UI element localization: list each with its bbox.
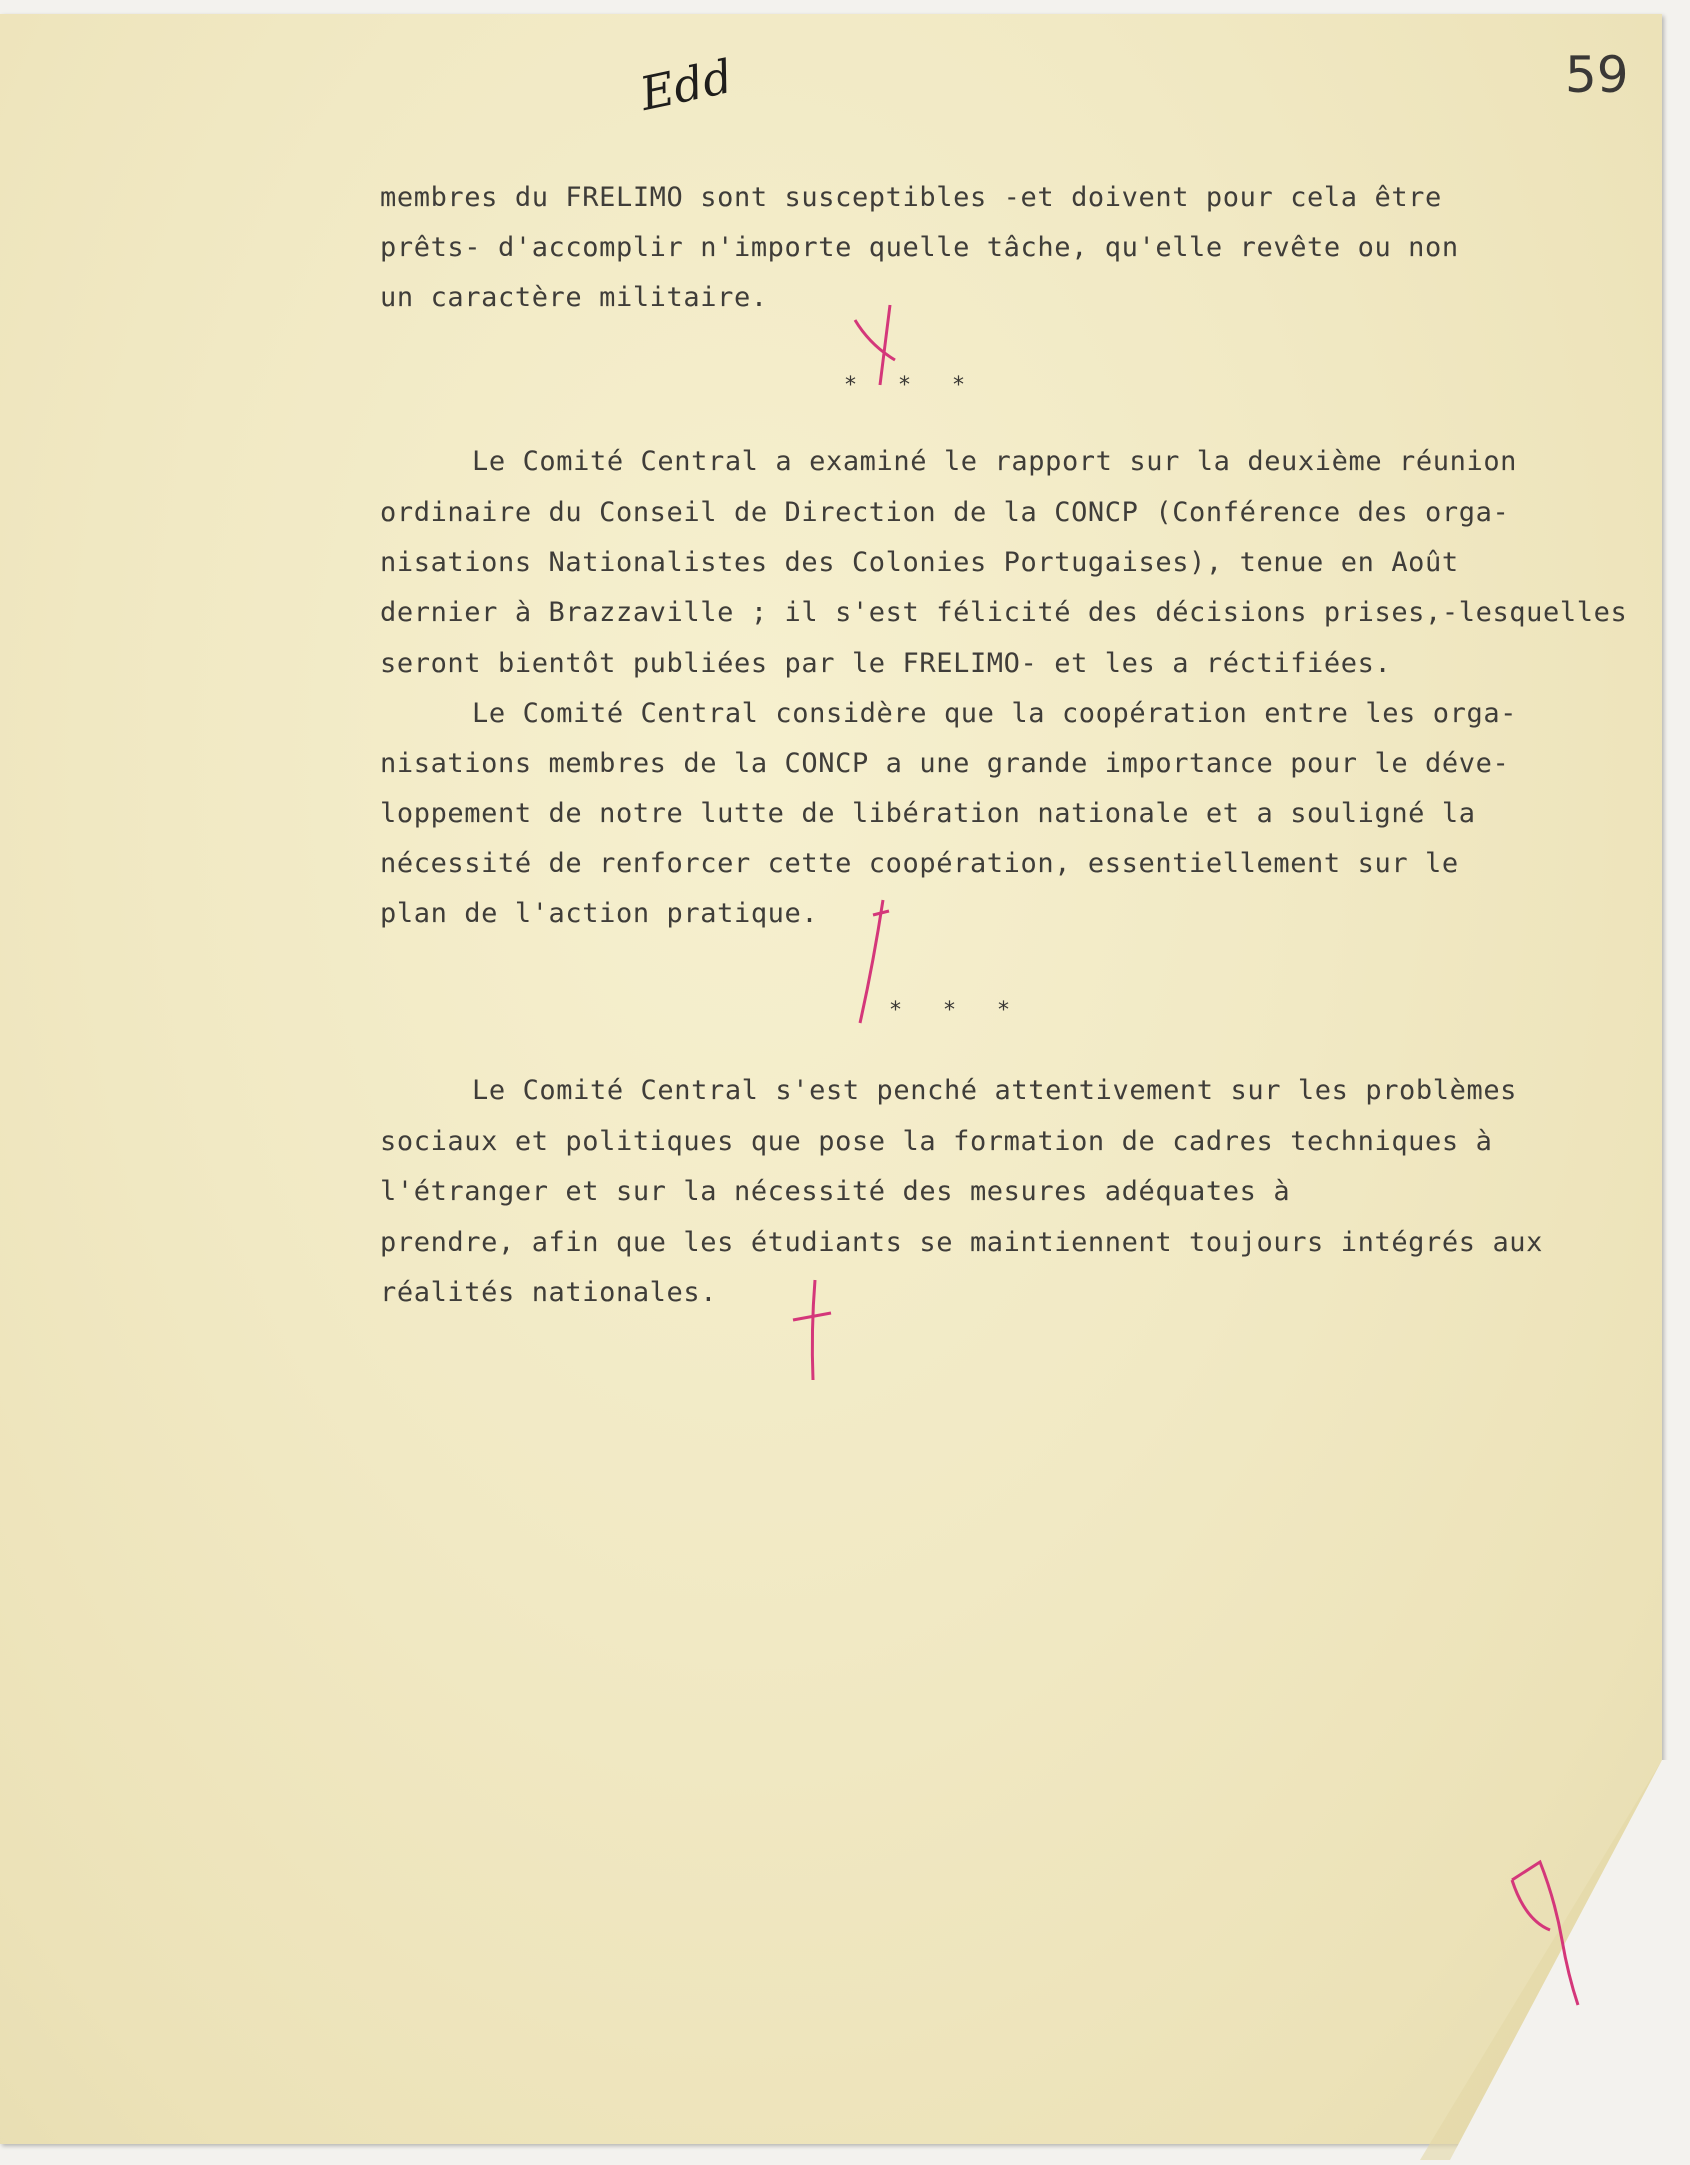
paragraph-3-line-1: Le Comité Central considère que la coopération entre les orga- (472, 698, 1518, 729)
separator-stars-1: * * * (845, 373, 982, 398)
paragraph-1-line-1: membres du FRELIMO sont susceptibles -et doivent pour cela être (380, 182, 1442, 213)
paragraph-1-line-3: un caractère militaire. (380, 282, 768, 313)
paragraph-2-line-2: ordinaire du Conseil de Direction de la CONCP (Conférence des orga- (380, 497, 1510, 528)
red-pencil-check-mark (785, 1275, 835, 1385)
paragraph-2-line-1: Le Comité Central a examiné le rapport sur la deuxième réunion (472, 446, 1518, 477)
paragraph-2-line-3: nisations Nationalistes des Colonies Portugaises), tenue en Août (380, 547, 1459, 578)
paragraph-2-line-4: dernier à Brazzaville ; il s'est félicité des décisions prises,-lesquelles (380, 597, 1628, 628)
paragraph-3-line-2: nisations membres de la CONCP a une grande importance pour le déve- (380, 748, 1510, 779)
paragraph-4-line-5: réalités nationales. (380, 1277, 718, 1308)
paragraph-3-line-4: nécessité de renforcer cette coopération, essentiellement sur le (380, 848, 1459, 879)
paragraph-3-line-5: plan de l'action pratique. (380, 898, 819, 929)
paragraph-4-line-2: sociaux et politiques que pose la formation de cadres techniques à (380, 1126, 1493, 1157)
paragraph-4-line-4: prendre, afin que les étudiants se maintiennent toujours intégrés aux (380, 1227, 1544, 1258)
paragraph-1-line-2: prêts- d'accomplir n'importe quelle tâche, qu'elle revête ou non (380, 232, 1459, 263)
red-pencil-annotation-mark (1500, 1850, 1590, 2010)
paragraph-3-line-3: loppement de notre lutte de libération nationale et a souligné la (380, 798, 1476, 829)
paragraph-4-line-1: Le Comité Central s'est penché attentivement sur les problèmes (472, 1075, 1518, 1106)
separator-stars-2: * * * (890, 998, 1027, 1023)
handwritten-initials: Edd (635, 48, 738, 122)
red-pencil-check-mark (845, 300, 925, 390)
page-number: 59 (1565, 46, 1629, 104)
paragraph-2-line-5: seront bientôt publiées par le FRELIMO- et les a réctifiées. (380, 648, 1392, 679)
red-pencil-check-mark (855, 895, 895, 1025)
paragraph-4-line-3: l'étranger et sur la nécessité des mesures adéquates à (380, 1176, 1291, 1207)
